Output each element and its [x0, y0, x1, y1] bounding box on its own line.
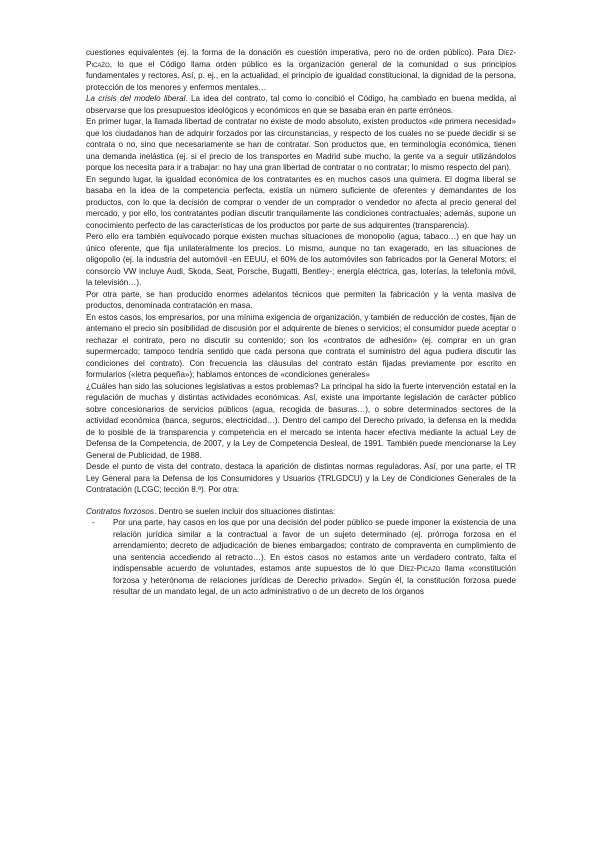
paragraph-contratos-adhesion: En estos casos, los empresarios, por una mínima exigencia de organización, y también de reducción de costes, fijan de antemano el precio sin posibilidad de discusión por el adquirente de bienes o servicios; el consumidor puede aceptar o rechazar el contrato, pero no discutir su contenido; son los «contratos de adhesión» (ej. comprar en un gran supermercado; tampoco tendría sentido que cada persona que contrata el suministro del agua pudiera discutir las condiciones del contrato). Con frecuencia las cláusulas del contrato están fijadas previamente por escrito en formularios («letra pequeña»); hablamos entonces de «condiciones generales»	[86, 312, 516, 379]
paragraph-crisis-modelo-liberal: La crisis del modelo liberal. La idea del contrato, tal como lo concibió el Código, ha cambiado en buena medida, al observarse que los presupuestos ideológicos y económicos en que se basaba eran en parte erróneos.	[86, 94, 516, 115]
paragraph-igualdad-economica: En segundo lugar, la igualdad económica de los contratantes es en muchos casos una quimera. El dogma liberal se basaba en la idea de la competencia perfecta, existía un número suficiente de oferentes y demandantes de los productos, con lo que la decisión de comprar o vender de un comprador o vendedor no afecta al precio general del mercado, y por ello, los contratantes podían discutir tranquilamente las condiciones contractuales; además, supone un conocimiento perfecto de las características de los productos por parte de sus adquirentes (transparencia).	[86, 174, 516, 230]
paragraph-spacer	[86, 496, 516, 506]
paragraph-normas-reguladoras: Desde el punto de vista del contrato, destaca la aparición de distintas normas reguladoras. Así, por una parte, el TR Ley General para la Defensa de los Consumidores y Usuarios (TRLGDCU) y la Ley de Condiciones Generales de la Contratación (LCGC; lección 8.ª). Por otra:	[86, 462, 516, 494]
section-heading-contratos-forzosos: Contratos forzosos	[86, 506, 154, 516]
paragraph-libertad-contratar: En primer lugar, la llamada libertad de contratar no existe de modo absoluto, existen productos «de primera necesidad» que los ciudadanos han de adquirir forzados por las circunstancias, y respecto de los cuales no se puede decidir si se contrata o no, sino que necesariamente se han de contratar. Son productos que, en terminología económica, tienen una demanda inelástica (ej. si el precio de los transportes en Madrid sube mucho, la gente va a seguir utilizándolos porque los necesita para ir a trabajar: no hay una gran libertad de contratar o no contratar; lo mismo respecto del pan).	[86, 117, 516, 172]
author-name: Díez-Picazo	[86, 48, 516, 69]
author-name: Díez-Picazo	[398, 564, 441, 573]
paragraph-contratos-forzosos: Contratos forzosos. Dentro se suelen incluir dos situaciones distintas:	[86, 506, 336, 516]
paragraph-contratacion-masa: Por otra parte, se han producido enormes adelantos técnicos que permiten la fabricación y la venta masiva de productos, denominada contratación en masa.	[86, 289, 516, 310]
situations-list	[86, 517, 516, 598]
paragraph-monopolio: Pero ello era también equivocado porque existen muchas situaciones de monopolio (agua, tabaco…) en que hay un único oferente, que fija unilateralmente los precios. Lo mismo, aunque no tan exagerado, en las situaciones de oligopolio (ej. la industria del automóvil -en EEUU, el 60% de los automóviles son fabricados por la General Motors; el consorcio VW incluye Audi, Skoda, Seat, Porsche, Bugatti, Bentley-; energía eléctrica, gas, loterías, la telefonía móvil, la televisión…).	[86, 232, 516, 287]
list-bullet: -	[92, 518, 95, 527]
document-page	[86, 47, 516, 598]
paragraph-soluciones-legislativas: ¿Cuáles han sido las soluciones legislativas a estos problemas? La principal ha sido la fuerte intervención estatal en la regulación de muchas y distintas actividades económicas. Así, existe una importante legislación de carácter público sobre concesionarios de servicios públicos (agua, recogida de basuras…), o sobre determinados sectores de la actividad económica (banca, seguros, electricidad…). Dentro del campo del Derecho privado, la defensa en la medida de lo posible de la transparencia y competencia en el mercado se intenta hacer efectiva mediante la actual Ley de Defensa de la Competencia, de 2007, y la Ley de Competencia Desleal, de 1991. También puede mencionarse la Ley General de Publicidad, de 1988.	[86, 381, 516, 460]
list-item: - Por una parte, hay casos en los que por una decisión del poder público se puede imponer la existencia de una relación jurídica similar a la contractual a favor de un sujeto determinado (ej. prórroga forzosa en el arrendamiento; decreto de adjudicación de bienes embargados; contrato de compraventa en cumplimiento de una sentencia accediendo al retracto…). En estos casos no estamos ante un verdadero contrato, falta el indispensable acuerdo de voluntades, estamos ante supuestos de lo que Díez-Picazo llama «constitución forzosa y heterónoma de relaciones jurídicas de Derecho privado». Según él, la constitución forzosa puede resultar de un mandato legal, de un acto administrativo o de un decreto de los órganos	[92, 518, 516, 596]
paragraph-orden-publico: cuestiones equivalentes (ej. la forma de la donación es cuestión imperativa, pero no de orden público). Para Díez-Picazo, lo que el Código llama orden público es la organización general de la comunidad o sus principios fundamentales y rectores. Así, p. ej., en la actualidad, el principio de igualdad constitucional, la dignidad de la persona, protección de los menores y enfermos mentales…	[86, 48, 516, 92]
section-heading-crisis: La crisis del modelo liberal	[86, 94, 186, 103]
